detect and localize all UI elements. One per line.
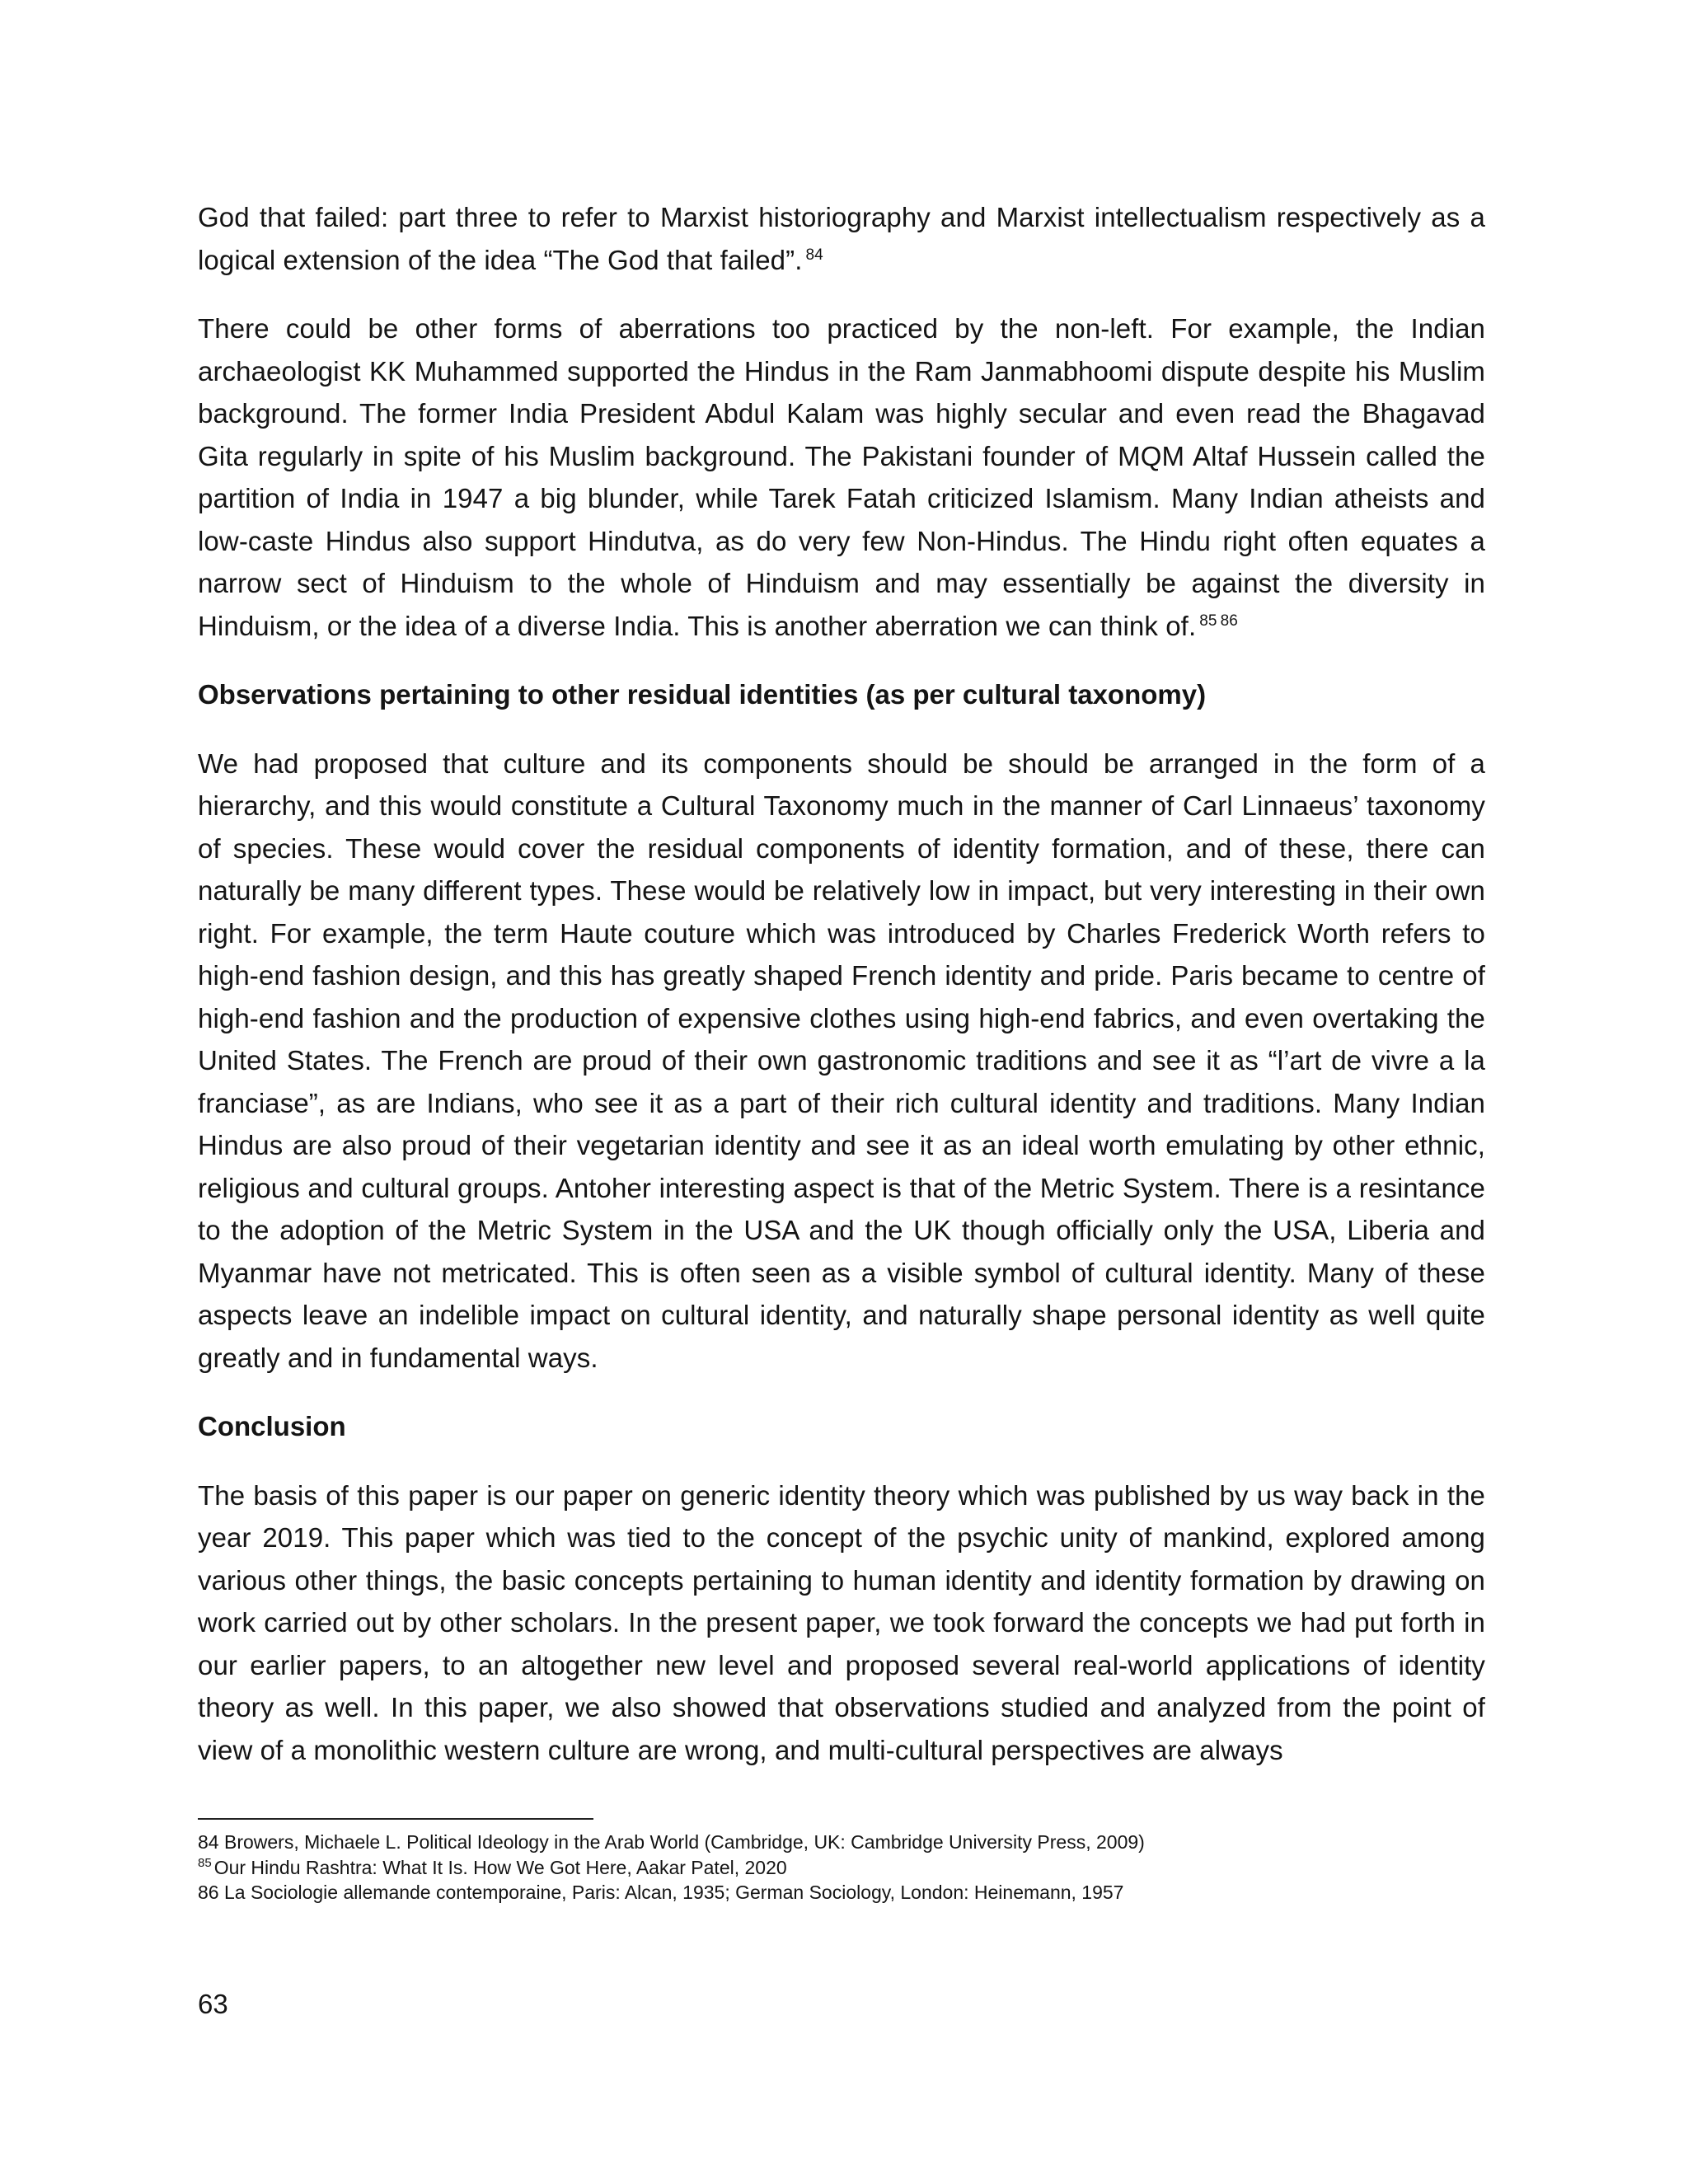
footnote-text: Our Hindu Rashtra: What It Is. How We Got Here, Aakar Patel, 2020: [213, 1856, 787, 1878]
footnote-mark: 86: [198, 1882, 219, 1903]
section-heading-conclusion: Conclusion: [198, 1411, 346, 1441]
footnote-86: [198, 1880, 1485, 1905]
footnote-text: La Sociologie allemande contemporaine, Paris: Alcan, 1935; German Sociology, London: Heinemann, 1957: [223, 1882, 1124, 1903]
footnote-ref-85[interactable]: 85: [1199, 612, 1217, 630]
footnote-ref-86[interactable]: 86: [1220, 612, 1238, 630]
page-number: 63: [198, 1989, 228, 2019]
paragraph-conclusion: The basis of this paper is our paper on generic identity theory which was published by us way back in the year 2019. This paper which was tied to the concept of the psychic unity of mankind, explored among various other things, the basic concepts pertaining to human identity and identity formation by drawing on work carried out by other scholars. In the present paper, we took forward the concepts we had put forth in our earlier papers, to an altogether new level and proposed several real-world applications of identity theory as well. In this paper, we also showed that observations studied and analyzed from the point of view of a monolithic western culture are wrong, and multi-cultural perspectives are always: [198, 1479, 1485, 1765]
main-text: [198, 196, 1485, 1797]
footnote-85: [198, 1855, 1485, 1881]
footnote-mark: 85: [198, 1855, 212, 1870]
paragraph-text: God that failed: part three to refer to Marxist historiography and Marxist intellectualism respectively as a logical extension of the idea “The God that failed”.: [198, 202, 1485, 275]
footnote-mark: 84: [198, 1831, 219, 1853]
paragraph-non-left-aberrations: [198, 307, 1485, 647]
footnote-separator: [198, 1818, 593, 1820]
paragraph-marxist-historiography: [198, 196, 1485, 281]
footnote-84: [198, 1830, 1485, 1855]
footnotes: [198, 1830, 1485, 1905]
section-heading-residual-identities: Observations pertaining to other residual identities (as per cultural taxonomy): [198, 679, 1207, 710]
footnote-text: Browers, Michaele L. Political Ideology in the Arab World (Cambridge, UK: Cambridge University Press, 2009): [223, 1831, 1145, 1853]
footnote-ref-84[interactable]: 84: [805, 246, 823, 264]
paragraph-cultural-taxonomy: We had proposed that culture and its components should be should be arranged in the form of a hierarchy, and this would constitute a Cultural Taxonomy much in the manner of Carl Linnaeus’ taxonomy of species. These would cover the residual components of identity formation, and of these, there can naturally be many different types. These would be relatively low in impact, but very interesting in their own right. For example, the term Haute couture which was introduced by Charles Frederick Worth refers to high-end fashion design, and this has greatly shaped French identity and pride. Paris became to centre of high-end fashion and the production of expensive clothes using high-end fabrics, and even overtaking the United States. The French are proud of their own gastronomic traditions and see it as “l’art de vivre a la franciase”, as are Indians, who see it as a part of their rich cultural identity and traditions. Many Indian Hindus are also proud of their vegetarian identity and see it as an ideal worth emulating by other ethnic, religious and cultural groups. Antoher interesting aspect is that of the Metric System. There is a resintance to the adoption of the Metric System in the USA and the UK though officially only the USA, Liberia and Myanmar have not metricated. This is often seen as a visible symbol of cultural identity. Many of these aspects leave an indelible impact on cultural identity, and naturally shape personal identity as well quite greatly and in fundamental ways.: [198, 748, 1485, 1373]
paragraph-text: There could be other forms of aberrations too practiced by the non-left. For example, the Indian archaeologist KK Muhammed supported the Hindus in the Ram Janmabhoomi dispute despite his Muslim background. The former India President Abdul Kalam was highly secular and even read the Bhagavad Gita regularly in spite of his Muslim background. The Pakistani founder of MQM Altaf Hussein called the partition of India in 1947 a big blunder, while Tarek Fatah criticized Islamism. Many Indian atheists and low-caste Hindus also support Hindutva, as do very few Non-Hindus. The Hindu right often equates a narrow sect of Hinduism to the whole of Hinduism and may essentially be against the diversity in Hinduism, or the idea of a diverse India. This is another aberration we can think of.: [198, 313, 1485, 641]
